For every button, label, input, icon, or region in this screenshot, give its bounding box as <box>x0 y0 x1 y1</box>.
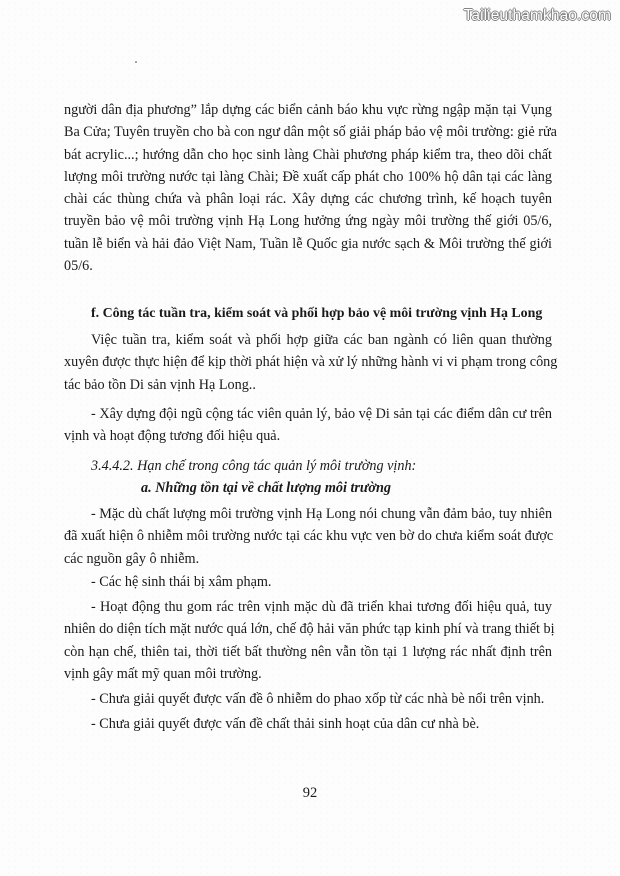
text-line: các nguồn gây ô nhiễm. <box>64 550 200 567</box>
section-f-paragraph <box>64 329 558 396</box>
subsection-heading: 3.4.4.2. Hạn chế trong công tác quản lý môi trường vịnh: <box>91 458 417 474</box>
text-line: lượng môi trường nước tại làng Chài; Đề xuất cấp phát cho 100% hộ dân tại các làng <box>64 168 552 185</box>
section-f-heading: f. Công tác tuần tra, kiểm soát và phối hợp bảo vệ môi trường vịnh Hạ Long <box>91 306 543 321</box>
subsection-a-heading: a. Những tồn tại về chất lượng môi trường <box>141 480 392 496</box>
text-line: bát acrylic...; hướng dẫn cho học sinh làng Chài phương pháp kiểm tra, theo dõi chất <box>64 146 552 163</box>
text-line: vịnh gây mất mỹ quan môi trường. <box>64 665 262 682</box>
text-line: Việc tuần tra, kiểm soát và phối hợp giữa các ban ngành có liên quan thường <box>91 332 552 348</box>
text-line: truyền bảo vệ môi trường vịnh Hạ Long hưởng ứng ngày môi trường thế giới 05/6, <box>64 213 552 230</box>
text-line: tuần lễ biển và hải đảo Việt Nam, Tuần lễ Quốc gia nước sạch & Môi trường thế giới <box>64 235 552 252</box>
text-line: xuyên được thực hiện để kịp thời phát hiện và xử lý những hành vi vi phạm trong công <box>64 354 558 371</box>
page-number: 92 <box>302 785 318 801</box>
text-line: 05/6. <box>64 258 93 275</box>
scan-speck <box>135 61 137 63</box>
text-line: chài các thùng chứa và phân loại rác. Xây dựng các chương trình, kế hoạch tuyên <box>64 191 552 208</box>
text-line: đã xuất hiện ô nhiễm môi trường nước tại các khu vực ven bờ do chưa kiểm soát được <box>64 528 554 545</box>
text-line: tác bảo tồn Di sản vịnh Hạ Long.. <box>64 376 256 393</box>
text-line: còn hạn chế, thiên tai, thời tiết bất thường nên vẫn tồn tại 1 lượng rác nhất định trên <box>64 643 552 660</box>
text-line: nhiên do diện tích mặt nước quá lớn, chế độ hải văn phức tạp kinh phí và trang thiết bị <box>64 621 555 638</box>
bullet-1 <box>64 503 552 570</box>
text-line: người dân địa phương” lắp dựng các biển cảnh báo khu vực rừng ngập mặn tại Vụng <box>64 102 552 118</box>
bullet-4: - Chưa giải quyết được vấn đề ô nhiễm do phao xốp từ các nhà bè nổi trên vịnh. <box>91 691 545 707</box>
watermark: Tailieuthamkhao.com <box>463 7 611 24</box>
bullet-2: - Các hệ sinh thái bị xâm phạm. <box>91 574 272 590</box>
section-f-bullet <box>64 403 552 448</box>
text-line: vịnh và hoạt động tương đối hiệu quả. <box>64 428 281 445</box>
text-line: - Hoạt động thu gom rác trên vịnh mặc dù đã triển khai tương đối hiệu quả, tuy <box>91 599 552 615</box>
bullet-5: - Chưa giải quyết được vấn đề chất thải sinh hoạt của dân cư nhà bè. <box>91 716 480 732</box>
paragraph-continued <box>64 99 557 277</box>
text-line: - Xây dựng đội ngũ cộng tác viên quản lý, bảo vệ Di sản tại các điểm dân cư trên <box>91 406 552 422</box>
bullet-3 <box>64 596 555 685</box>
text-line: - Mặc dù chất lượng môi trường vịnh Hạ Long nói chung vẫn đảm bảo, tuy nhiên <box>91 506 553 522</box>
text-line: Ba Cửa; Tuyên truyền cho bà con ngư dân một số giải pháp bảo vệ môi trường: giẻ rửa <box>64 124 557 141</box>
